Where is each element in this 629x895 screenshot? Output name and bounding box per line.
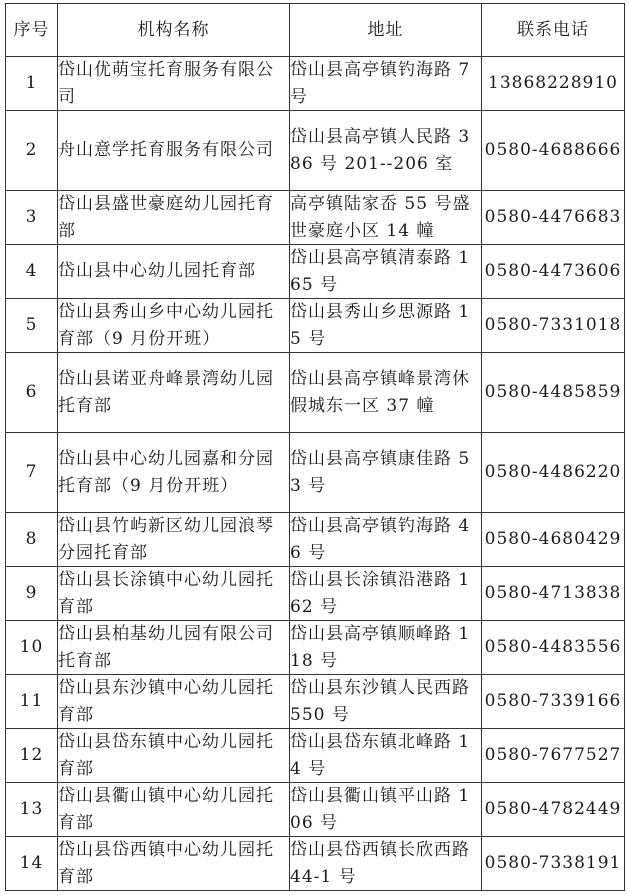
institution-name: 岱山县盛世豪庭幼儿园托育部 bbox=[58, 191, 290, 245]
institution-name: 岱山县诺亚舟峰景湾幼儿园托育部 bbox=[58, 353, 290, 433]
row-index: 14 bbox=[6, 837, 58, 891]
table-row bbox=[6, 245, 625, 299]
table-row bbox=[6, 675, 625, 729]
institution-address: 岱山县高亭镇康佳路 53 号 bbox=[290, 433, 482, 513]
row-index: 5 bbox=[6, 299, 58, 353]
contact-phone: 0580-4485859 bbox=[482, 353, 625, 433]
contact-phone: 13868228910 bbox=[482, 57, 625, 111]
table-row bbox=[6, 57, 625, 111]
row-index: 10 bbox=[6, 621, 58, 675]
header-name: 机构名称 bbox=[58, 4, 290, 57]
contact-phone: 0580-7338191 bbox=[482, 837, 625, 891]
row-index: 11 bbox=[6, 675, 58, 729]
table-row bbox=[6, 433, 625, 513]
institution-name: 岱山县柏基幼儿园有限公司托育部 bbox=[58, 621, 290, 675]
institution-name: 岱山县长涂镇中心幼儿园托育部 bbox=[58, 567, 290, 621]
row-index: 12 bbox=[6, 729, 58, 783]
header-phone: 联系电话 bbox=[482, 4, 625, 57]
row-index: 1 bbox=[6, 57, 58, 111]
row-index: 3 bbox=[6, 191, 58, 245]
institution-address: 岱山县高亭镇钓海路 7 号 bbox=[290, 57, 482, 111]
table-row bbox=[6, 783, 625, 837]
table-row bbox=[6, 111, 625, 191]
table-row bbox=[6, 299, 625, 353]
row-index: 8 bbox=[6, 513, 58, 567]
institution-name: 岱山县衢山镇中心幼儿园托育部 bbox=[58, 783, 290, 837]
header-address: 地址 bbox=[290, 4, 482, 57]
row-index: 13 bbox=[6, 783, 58, 837]
institution-address: 岱山县高亭镇清泰路 165 号 bbox=[290, 245, 482, 299]
contact-phone: 0580-4782449 bbox=[482, 783, 625, 837]
contact-phone: 0580-4473606 bbox=[482, 245, 625, 299]
contact-phone: 0580-7677527 bbox=[482, 729, 625, 783]
row-index: 6 bbox=[6, 353, 58, 433]
institution-address: 岱山县高亭镇顺峰路 118 号 bbox=[290, 621, 482, 675]
contact-phone: 0580-4688666 bbox=[482, 111, 625, 191]
institution-address: 岱山县高亭镇峰景湾休假城东一区 37 幢 bbox=[290, 353, 482, 433]
table-row bbox=[6, 191, 625, 245]
institution-name: 岱山县竹屿新区幼儿园浪琴分园托育部 bbox=[58, 513, 290, 567]
institution-name: 舟山意学托育服务有限公司 bbox=[58, 111, 290, 191]
table-row bbox=[6, 567, 625, 621]
institution-address: 岱山县衢山镇平山路 106 号 bbox=[290, 783, 482, 837]
institution-name: 岱山优萌宝托育服务有限公司 bbox=[58, 57, 290, 111]
table-row bbox=[6, 621, 625, 675]
institution-address: 岱山县高亭镇钓海路 46 号 bbox=[290, 513, 482, 567]
row-index: 2 bbox=[6, 111, 58, 191]
contact-phone: 0580-7339166 bbox=[482, 675, 625, 729]
contact-phone: 0580-4483556 bbox=[482, 621, 625, 675]
institution-address: 岱山县东沙镇人民西路 550 号 bbox=[290, 675, 482, 729]
table-row bbox=[6, 353, 625, 433]
institution-address: 岱山县秀山乡思源路 15 号 bbox=[290, 299, 482, 353]
row-index: 4 bbox=[6, 245, 58, 299]
row-index: 7 bbox=[6, 433, 58, 513]
institution-name: 岱山县东沙镇中心幼儿园托育部 bbox=[58, 675, 290, 729]
table-row bbox=[6, 837, 625, 891]
header-index: 序号 bbox=[6, 4, 58, 57]
institution-name: 岱山县岱东镇中心幼儿园托育部 bbox=[58, 729, 290, 783]
table-row bbox=[6, 513, 625, 567]
institution-name: 岱山县中心幼儿园托育部 bbox=[58, 245, 290, 299]
contact-phone: 0580-4476683 bbox=[482, 191, 625, 245]
institution-directory-table bbox=[5, 3, 625, 891]
contact-phone: 0580-7331018 bbox=[482, 299, 625, 353]
institution-name: 岱山县中心幼儿园嘉和分园托育部（9 月份开班） bbox=[58, 433, 290, 513]
contact-phone: 0580-4680429 bbox=[482, 513, 625, 567]
institution-address: 岱山县高亭镇人民路 386 号 201--206 室 bbox=[290, 111, 482, 191]
row-index: 9 bbox=[6, 567, 58, 621]
contact-phone: 0580-4486220 bbox=[482, 433, 625, 513]
institution-name: 岱山县岱西镇中心幼儿园托育部 bbox=[58, 837, 290, 891]
institution-address: 岱山县长涂镇沿港路 162 号 bbox=[290, 567, 482, 621]
institution-name: 岱山县秀山乡中心幼儿园托育部（9 月份开班） bbox=[58, 299, 290, 353]
institution-address: 岱山县岱西镇长欣西路 44-1 号 bbox=[290, 837, 482, 891]
contact-phone: 0580-4713838 bbox=[482, 567, 625, 621]
table-header-row bbox=[6, 4, 625, 57]
table-row bbox=[6, 729, 625, 783]
institution-address: 岱山县岱东镇北峰路 14 号 bbox=[290, 729, 482, 783]
institution-address: 高亭镇陆家岙 55 号盛世豪庭小区 14 幢 bbox=[290, 191, 482, 245]
